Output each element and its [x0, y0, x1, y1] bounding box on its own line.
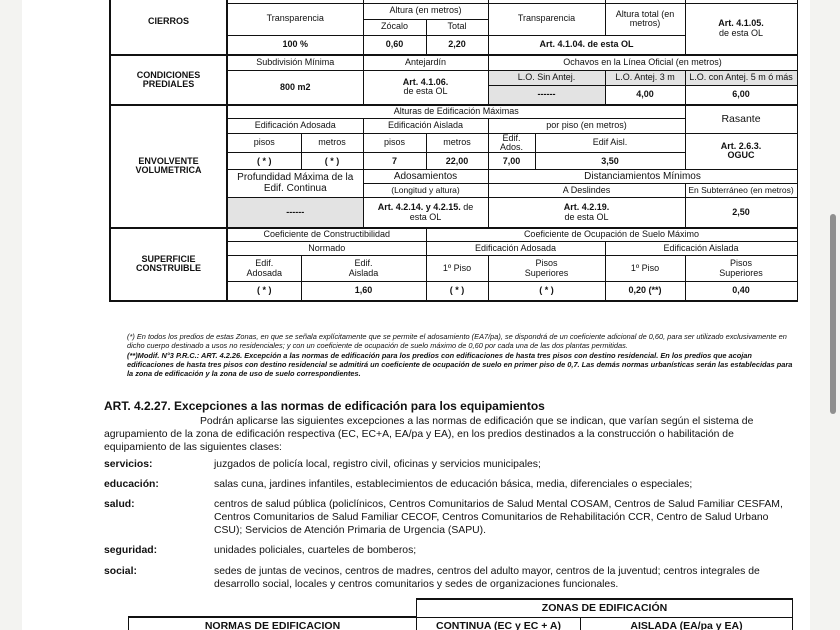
metros1-header: metros [301, 133, 363, 153]
edif-ados-header: Edif. Ados. [488, 133, 535, 153]
edif-adosada-header: Edif. Adosada [227, 256, 301, 282]
transparencia-value: 100 % [227, 35, 363, 55]
class-educacion: educación: salas cuna, jardines infantiles, establecimientos de educación básica, media, diferenciales o especiales; [104, 479, 693, 490]
ref-4-1-05: Art. 4.1.05. de esta OL [685, 3, 797, 55]
transparencia2-header: Transparencia [488, 3, 605, 35]
superficie-category: SUPERFICIE CONSTRUIBLE [110, 228, 227, 301]
ocupacion-header: Coeficiente de Ocupación de Suelo Máximo [426, 228, 797, 242]
envolvente-category: ENVOLVENTE VOLUMETRICA [110, 105, 227, 228]
pisos-sup2-header: Pisos Superiores [685, 256, 797, 282]
subterraneo-value: 2,50 [685, 198, 797, 228]
pisos1-header: pisos [227, 133, 301, 153]
ados-sup-value: ( * ) [488, 282, 605, 301]
norms-table [109, 0, 798, 302]
edif-adosada-value: ( * ) [227, 282, 301, 301]
metros2-value: 22,00 [426, 153, 488, 170]
aisl-primer-value: 0,20 (**) [605, 282, 685, 301]
vertical-scrollbar[interactable] [826, 0, 840, 630]
zonas-header: ZONAS DE EDIFICACIÓN [417, 599, 793, 617]
deslindes-header: A Deslindes [488, 184, 685, 198]
aisl-sup-value: 0,40 [685, 282, 797, 301]
constructibilidad-header: Coeficiente de Constructibilidad [227, 228, 426, 242]
class-salud: salud: centros de salud pública (policlínicos, Centros Comunitarios de Salud Mental COSAM, Centros de Salud Familiar CESFAM, Centros Comunitarios de Salud Familiar CECOF, Centros Comunitarios de Rehabilitación CCR, Centro de Salud Urbano CSU); Servicios de Atención Primaria de Urgencia (SAPU). [104, 499, 783, 536]
pisos2-value: 7 [363, 153, 426, 170]
prediales-category: CONDICIONES PREDIALES [110, 55, 227, 105]
document-page [22, 0, 810, 630]
subdivision-value: 800 m2 [227, 70, 363, 105]
aislada-header: AISLADA (EA/pa y EA) [581, 617, 793, 630]
metros2-header: metros [426, 133, 488, 153]
table-notes [127, 333, 797, 379]
ref-4-1-04: Art. 4.1.04. de esta OL [488, 35, 685, 55]
zocalo-header: Zócalo [363, 19, 426, 35]
primer-piso1-header: 1º Piso [426, 256, 488, 282]
note-2: (**)Modif. N°3 P.R.C.: ART. 4.2.26. Excepción a las normas de edificación para los predios con edificaciones de hasta tres pisos con destino residencial. En los predios que acojan edificaciones de hasta tres pisos con destino residencial se admitirá un coeficiente de ocupación de suelo en primer piso de 0,7. Las demás normas urbanísticas serán las establecidas para la zona de edificación y la zona de uso de suelo correspondientes. [127, 350, 793, 378]
total-header: Total [426, 19, 488, 35]
rasante-header: Rasante [685, 105, 797, 133]
lo-3m-value: 4,00 [605, 85, 685, 105]
class-servicios: servicios: juzgados de policía local, registro civil, oficinas y servicios municipales; [104, 459, 541, 470]
transparencia-header: Transparencia [227, 3, 363, 35]
ocup-adosada-header: Edificación Adosada [426, 242, 605, 256]
lo-5m-header: L.O. con Antej. 5 m ó más [685, 70, 797, 85]
altura-header: Altura (en metros) [363, 3, 488, 19]
edif-ados-value: 7,00 [488, 153, 535, 170]
adosamientos-header: Adosamientos [363, 170, 488, 184]
subdivision-header: Subdivisión Mínima [227, 55, 363, 70]
edif-aislada-value: 1,60 [301, 282, 426, 301]
zonas-table [128, 598, 793, 630]
lo-sin-value: ------ [488, 85, 605, 105]
subterraneo-header: En Subterráneo (en metros) [685, 184, 797, 198]
cierros-category: CIERROS [110, 0, 227, 55]
class-seguridad: seguridad: unidades policiales, cuarteles de bomberos; [104, 545, 417, 556]
note-1: (*) En todos los predios de estas Zonas, en que se señala explícitamente que se permite el adosamiento (EA7/pa), se dispondrá de un coeficiente adicional de 0,60, para ser utilizado exclusivamente en dicho cuerpo destinado a usos no residenciales; y con un coeficiente de ocupación de suelo máximo de 0,60 por cada una de las dos plantas permitidas. [127, 332, 787, 350]
edif-aisl-header: Edif Aisl. [535, 133, 685, 153]
ochavos-header: Ochavos en la Línea Oficial (en metros) [488, 55, 797, 70]
ocup-aislada-header: Edificación Aislada [605, 242, 797, 256]
adosamientos-ref: Art. 4.2.14. y 4.2.15. de esta OL [363, 198, 488, 228]
normas-header: NORMAS DE EDIFICACION [129, 617, 417, 630]
pisos2-header: pisos [363, 133, 426, 153]
lo-sin-header: L.O. Sin Antej. [488, 70, 605, 85]
deslindes-ref: Art. 4.2.19. de esta OL [488, 198, 685, 228]
antejardin-header: Antejardín [363, 55, 488, 70]
lo-3m-header: L.O. Antej. 3 m [605, 70, 685, 85]
metros1-value: ( * ) [301, 153, 363, 170]
total-value: 2,20 [426, 35, 488, 55]
left-gutter [0, 0, 22, 630]
distanciamientos-header: Distanciamientos Mínimos [488, 170, 797, 184]
lo-5m-value: 6,00 [685, 85, 797, 105]
zocalo-value: 0,60 [363, 35, 426, 55]
adosada-header: Edificación Adosada [227, 118, 363, 133]
pisos-sup1-header: Pisos Superiores [488, 256, 605, 282]
antejardin-ref: Art. 4.1.06. de esta OL [363, 70, 488, 105]
altura-total-header: Altura total (en metros) [605, 3, 685, 35]
por-piso-header: por piso (en metros) [488, 118, 685, 133]
ados-primer-value: ( * ) [426, 282, 488, 301]
profundidad-header: Profundidad Máxima de la Edif. Continua [227, 170, 363, 198]
primer-piso2-header: 1º Piso [605, 256, 685, 282]
alturas-header: Alturas de Edificación Máximas [227, 105, 685, 118]
pisos1-value: ( * ) [227, 153, 301, 170]
aislada-header: Edificación Aislada [363, 118, 488, 133]
adosamientos-sub: (Longitud y altura) [363, 184, 488, 198]
profundidad-value: ------ [227, 198, 363, 228]
edif-aislada-header: Edif. Aislada [301, 256, 426, 282]
continua-header: CONTINUA (EC y EC + A) [417, 617, 581, 630]
article-title: ART. 4.2.27. Excepciones a las normas de edificación para los equipamientos [104, 399, 545, 413]
class-social: social: sedes de juntas de vecinos, centros de madres, centros del adulto mayor, centros de la juventud; centros integrales de desarrollo social, locales y centros comunitarios y sedes de organizaciones funcionales. [104, 566, 760, 590]
normado-header: Normado [227, 242, 426, 256]
edif-aisl-value: 3,50 [535, 153, 685, 170]
rasante-ref: Art. 2.6.3. OGUC [685, 133, 797, 170]
article-intro: Podrán aplicarse las siguientes excepciones a las normas de edificación que se indican, que varían según el sistema de agrupamiento de la zona de edificación respectiva (EC, EC+A, EA/pa y EA), en los predios destinados a la construcción o habilitación de equipamiento de las siguientes clases: [104, 416, 754, 453]
scrollbar-thumb[interactable] [830, 214, 836, 414]
